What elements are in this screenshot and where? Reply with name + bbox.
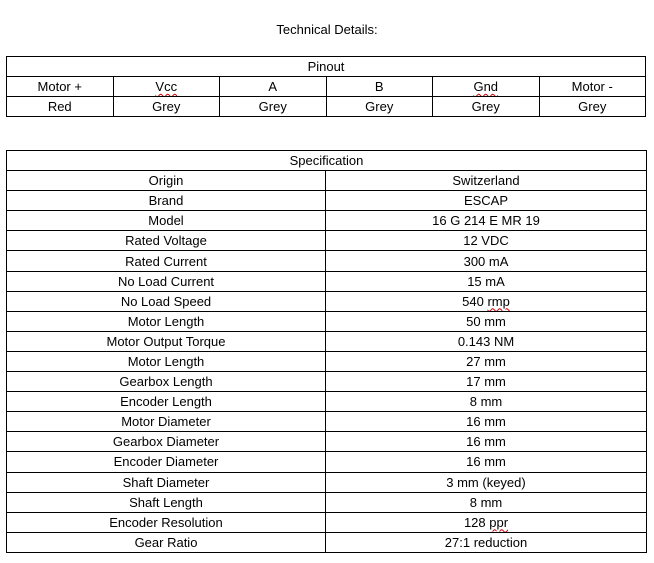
spec-value: 16 mm — [326, 432, 647, 452]
spec-value: 16 mm — [326, 412, 647, 432]
pinout-wire-color-row — [7, 97, 646, 117]
spec-value: 15 mA — [326, 271, 647, 291]
pin-name-cell — [7, 77, 114, 97]
spec-label: Gearbox Length — [7, 372, 326, 392]
spec-label: Model — [7, 211, 326, 231]
spec-value: 50 mm — [326, 311, 647, 331]
spec-label: Encoder Diameter — [7, 452, 326, 472]
spec-row — [7, 291, 647, 311]
spec-row — [7, 171, 647, 191]
spec-label: Shaft Length — [7, 492, 326, 512]
wire-color-cell: Grey — [220, 97, 327, 117]
pinout-pin-name-row — [7, 77, 646, 97]
spec-row — [7, 251, 647, 271]
pin-name: Motor - — [571, 79, 613, 94]
spec-label: Motor Length — [7, 351, 326, 371]
spec-label: No Load Speed — [7, 291, 326, 311]
specification-header-row — [7, 151, 647, 171]
spec-label: Gearbox Diameter — [7, 432, 326, 452]
spec-row — [7, 271, 647, 291]
spec-row — [7, 211, 647, 231]
spec-row — [7, 311, 647, 331]
spec-value-unit: rmp — [487, 293, 510, 309]
spec-label: Encoder Resolution — [7, 512, 326, 532]
spec-value: 0.143 NM — [326, 331, 647, 351]
pinout-header-row — [7, 57, 646, 77]
spec-row — [7, 351, 647, 371]
spec-value: ESCAP — [326, 191, 647, 211]
spec-label: Gear Ratio — [7, 532, 326, 552]
pin-name-cell — [113, 77, 220, 97]
pin-name-cell — [433, 77, 540, 97]
spec-label: Brand — [7, 191, 326, 211]
spec-value: 27:1 reduction — [326, 532, 647, 552]
pin-name-cell — [539, 77, 646, 97]
wire-color-cell: Red — [7, 97, 114, 117]
pin-name: Motor + — [37, 79, 82, 94]
spec-label: Motor Length — [7, 311, 326, 331]
spec-row — [7, 532, 647, 552]
pin-name-cell — [326, 77, 433, 97]
document-title: Technical Details: — [276, 22, 378, 37]
spec-value-unit: ppr — [489, 514, 509, 530]
spec-value: 8 mm — [326, 392, 647, 412]
spec-row — [7, 492, 647, 512]
pin-name-cell — [220, 77, 327, 97]
spec-value — [326, 291, 647, 311]
spec-value: 8 mm — [326, 492, 647, 512]
pin-name: Vcc — [155, 79, 178, 94]
spec-value: 17 mm — [326, 372, 647, 392]
spec-row — [7, 452, 647, 472]
wire-color-cell: Grey — [433, 97, 540, 117]
spec-row — [7, 432, 647, 452]
spec-label: Motor Diameter — [7, 412, 326, 432]
spec-value-number: 540 — [462, 293, 484, 309]
spec-value: 12 VDC — [326, 231, 647, 251]
pin-name: Gnd — [473, 79, 499, 94]
spec-label: Shaft Diameter — [7, 472, 326, 492]
spec-value: 16 mm — [326, 452, 647, 472]
spec-value: 3 mm (keyed) — [326, 472, 647, 492]
specification-header: Specification — [7, 151, 647, 171]
spec-label: Rated Current — [7, 251, 326, 271]
wire-color-cell: Grey — [539, 97, 646, 117]
spec-row — [7, 412, 647, 432]
spec-label: Origin — [7, 171, 326, 191]
spec-label: Motor Output Torque — [7, 331, 326, 351]
pin-name: B — [374, 79, 384, 94]
pinout-table — [6, 56, 646, 117]
spec-row — [7, 191, 647, 211]
spec-label: Rated Voltage — [7, 231, 326, 251]
spec-value: 300 mA — [326, 251, 647, 271]
spec-row — [7, 392, 647, 412]
spec-label: Encoder Length — [7, 392, 326, 412]
spec-label: No Load Current — [7, 271, 326, 291]
spec-value: Switzerland — [326, 171, 647, 191]
spec-value-number: 128 — [463, 514, 486, 530]
spec-row — [7, 331, 647, 351]
spec-row — [7, 231, 647, 251]
spec-value: 16 G 214 E MR 19 — [326, 211, 647, 231]
spec-row — [7, 472, 647, 492]
spec-row — [7, 372, 647, 392]
specification-table — [6, 150, 647, 553]
pin-name: A — [268, 79, 278, 94]
spec-value: 27 mm — [326, 351, 647, 371]
wire-color-cell: Grey — [113, 97, 220, 117]
spec-row — [7, 512, 647, 532]
spec-value — [326, 512, 647, 532]
wire-color-cell: Grey — [326, 97, 433, 117]
pinout-header: Pinout — [7, 57, 646, 77]
